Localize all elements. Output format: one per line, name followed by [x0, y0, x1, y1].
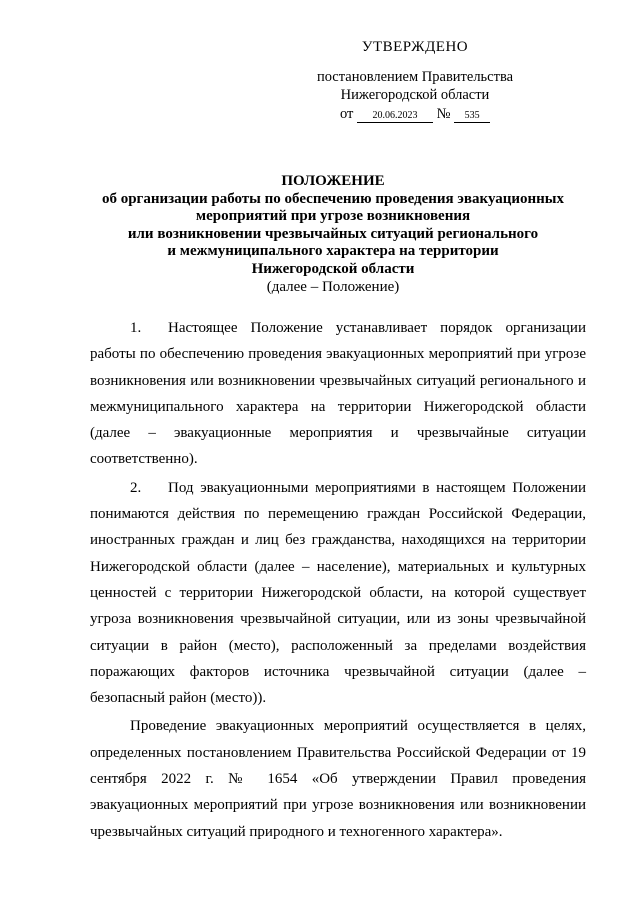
date-prefix: от [339, 106, 354, 122]
number-prefix: № [436, 106, 451, 122]
paragraph-1-text: Настоящее Положение устанавливает порядок организации работы по обеспечению проведения эвакуационных мероприятий при угрозе возникновения или возникновении чрезвычайных ситуаций регионального и межмуниципального характера на территории Нижегородской области (далее – эвакуационные мероприятия и чрезвычайные ситуации соответственно). [90, 320, 586, 468]
paragraph-2-number: 2. [130, 479, 142, 496]
document-title [80, 173, 586, 296]
approval-date-line [300, 105, 530, 123]
paragraph-1 [90, 315, 586, 473]
title-line-6: Нижегородской области [251, 260, 415, 277]
paragraph-3 [90, 713, 586, 844]
approval-line-2: Нижегородской области [340, 87, 490, 103]
paragraph-3-text: Проведение эвакуационных мероприятий осуществляется в целях, определенных постановлением Правительства Российской Федерации от 19 сентября 2022 г. № 1654 «Об утверждении Правил проведения эвакуационных мероприятий при угрозе возникновения или возникновении чрезвычайных ситуаций природного и техногенного характера». [90, 718, 586, 840]
approval-date: 20.06.2023 [357, 110, 433, 123]
paragraph-2 [90, 475, 586, 712]
approval-line-1: постановлением Правительства [316, 69, 514, 85]
approval-stamp [300, 38, 530, 123]
paragraph-1-number: 1. [130, 320, 142, 336]
title-line-2: об организации работы по обеспечению проведения эвакуационных [101, 190, 565, 207]
document-body [90, 315, 586, 845]
title-line-4: или возникновении чрезвычайных ситуаций регионального [127, 225, 539, 242]
title-line-5: и межмуниципального характера на территории [167, 243, 499, 260]
paragraph-2-text: Под эвакуационными мероприятиями в настоящем Положении понимаются действия по перемещению граждан Российской Федерации, иностранных граждан и лиц без гражданства, находящихся на территории Нижегородской области (далее – население), материальных и культурных ценностей с территории Нижегородской области, на которой существует угроза возникновения чрезвычайной ситуации, или из зоны чрезвычайной ситуации в район (место), расположенный за пределами воздействия поражающих факторов источника чрезвычайной ситуации (далее – безопасный район (место)). [90, 479, 586, 707]
approval-number: 535 [454, 110, 490, 123]
approval-heading: УТВЕРЖДЕНО [361, 39, 469, 55]
title-line-3: мероприятий при угрозе возникновения [195, 208, 471, 225]
title-line-7: (далее – Положение) [266, 278, 400, 295]
title-line-1: ПОЛОЖЕНИЕ [281, 173, 385, 189]
